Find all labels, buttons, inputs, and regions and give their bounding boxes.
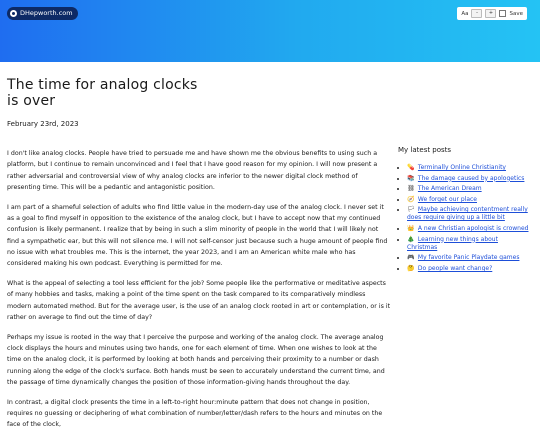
site-logo-text: DHepworth.com [20,9,73,17]
chain-icon: ⛓ [407,185,415,193]
save-label: Save [509,10,523,17]
thinking-face-icon: 🤔 [407,264,415,272]
post-date: February 23rd, 2023 [7,120,79,128]
logo-icon [10,10,17,17]
font-decrease-button[interactable]: - [471,9,482,18]
latest-post-item [407,265,530,273]
post-paragraph: I don't like analog clocks. People have tried to persuade me and have shown me the obvious benefits to using such a platform, but I continue to remain unconvinced and I feel that I have good reason for my opinion. I will now present a rather adversarial and controversial view of why analog clocks are inferior to the newer digital clock method of presenting time. This will be a pedantic and antagonistic position. [7,150,378,191]
font-size-label: Aa [461,10,469,17]
reader-controls [457,7,527,20]
post-paragraph: What is the appeal of selecting a tool less efficient for the job? Some people like the performative or meditative aspects of many hobbies and tasks, making a point of the time spent on the task compared to its comparatively mindless modern automated method. But for the average user, is the use of an analog clock rooted in art or contemplation, or is it rather on average to find out the time of day? [7,279,391,321]
latest-post-link[interactable]: My favorite Panic Playdate games [417,254,520,262]
latest-post-item [407,225,530,233]
crown-icon: 👑 [407,224,415,232]
white-flag-icon: 🏳 [407,206,415,214]
post-paragraph: I am part of a shameful selection of adults who find little value in the modern-day use of the analog clock. I never set it as a goal to find myself in opposition to the existence of the analog clock, but I have to accept now that my continued confusion is likely permanent. I realize that by being in such a slim minority of people in the world that I will likely not find a sympathetic ear, but this will not silence me. I will not self-censor just because such a huge amount of people find no issue with what troubles me. This is the internet, the year 2023, and I am an American white male who has considered making his own podcast. Everything is permitted for me. [7,203,388,268]
latest-post-item [407,254,530,262]
latest-posts-list [398,164,530,273]
post-title: The time for analog clocks is over [7,77,198,109]
site-header [0,0,540,62]
latest-post-link[interactable]: The American Dream [417,185,482,193]
save-checkbox[interactable] [499,10,506,17]
latest-post-item [407,175,530,183]
latest-post-item [407,196,530,204]
latest-post-link[interactable]: Learning new things about Christmas [407,235,498,251]
latest-post-link[interactable]: Do people want change? [417,264,493,272]
pill-icon: 💊 [407,164,415,171]
site-logo-link[interactable] [7,7,78,20]
compass-icon: 🧭 [407,195,415,203]
latest-post-link[interactable]: Maybe achieving contentment really does require giving up a little bit [407,206,528,222]
latest-post-link[interactable]: Terminally Online Christianity [417,164,506,171]
game-controller-icon: 🎮 [407,254,415,262]
latest-post-link[interactable]: A new Christian apologist is crowned [417,224,529,232]
post-paragraph: In contrast, a digital clock presents the time in a left-to-right hour:minute pattern that does not change in position, requires no guessing or deciphering of what combination of number/letter/dash refers to the hours and minutes on the face of the clock, [7,398,383,429]
sidebar [398,146,530,275]
latest-post-item [407,185,530,193]
post-paragraph: Perhaps my issue is rooted in the way that I perceive the purpose and working of the analog clock. The average analog clock displays the hours and minutes using two hands, one for each element of time. When one wishes to look at the time on the analog clock, it is performed by looking at both hands and perceiving their proximity to a number or dash running along the edge of the clock's surface. Both hands must be seen to accurately understand the current time, and the passage of time dynamically changes the position of those information-giving hands throughout the day. [7,333,385,386]
latest-post-link[interactable]: We forget our place [417,195,477,203]
christmas-tree-icon: 🎄 [407,235,415,243]
font-increase-button[interactable]: + [485,9,496,18]
latest-post-link[interactable]: The damage caused by apologetics [417,174,525,182]
post-body [7,148,391,439]
latest-post-item [407,164,530,172]
sidebar-title: My latest posts [398,146,452,154]
latest-post-item [407,236,530,252]
latest-post-item [407,206,530,222]
books-icon: 📚 [407,174,415,182]
